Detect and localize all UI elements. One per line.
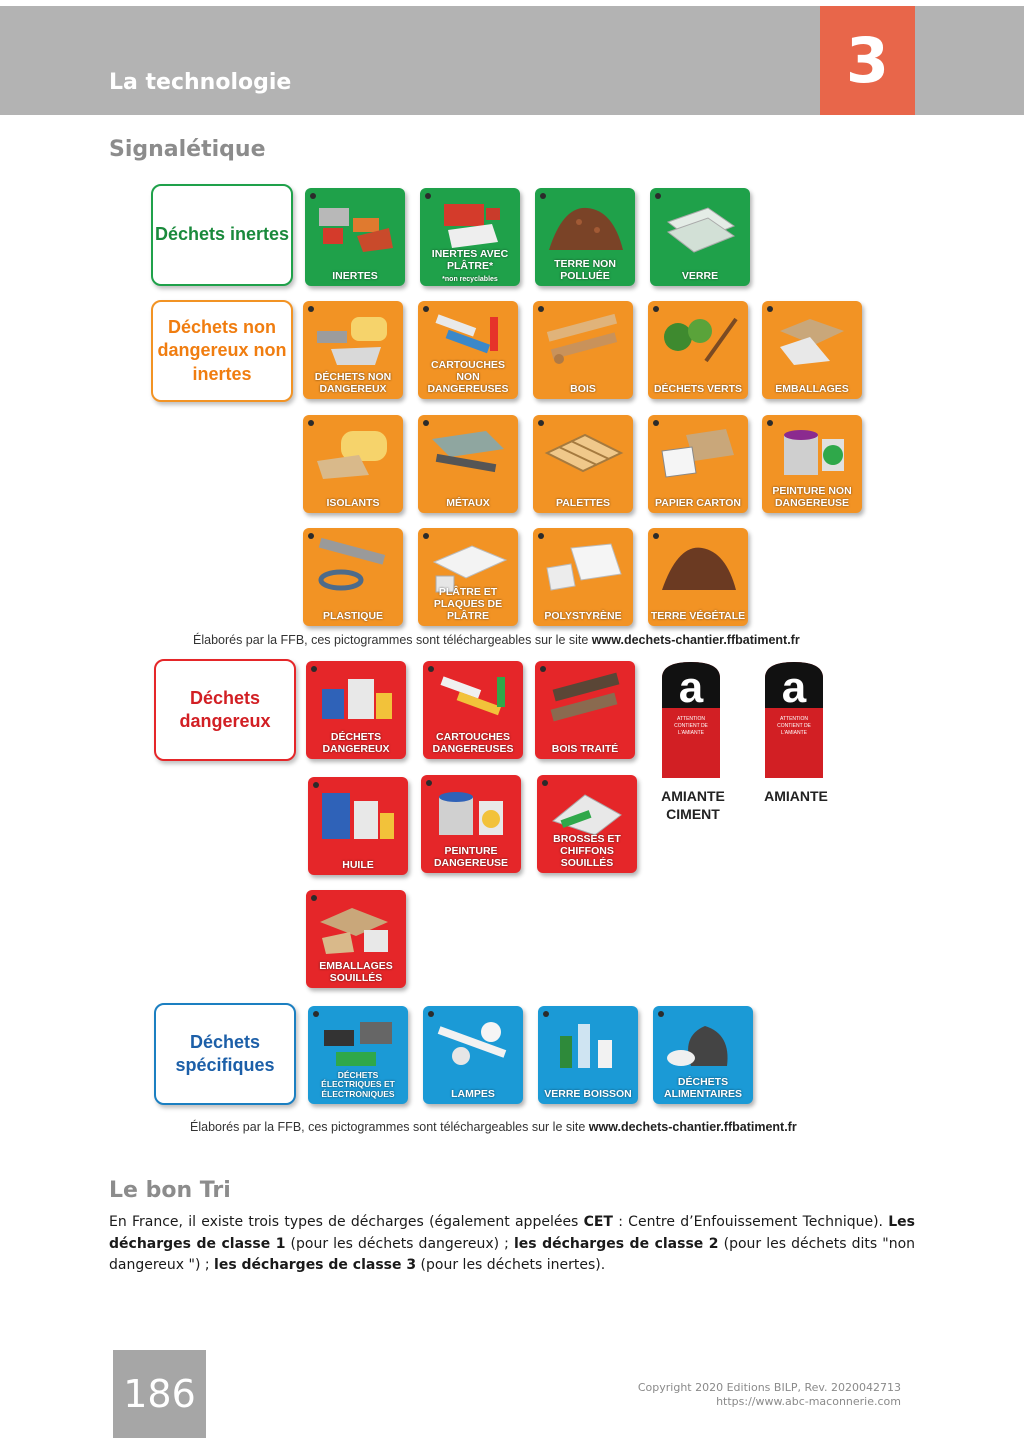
amiante-ciment-sign: a ATTENTION CONTIENT DE L'AMIANTE AMIANTE CIMENT <box>658 660 728 823</box>
polystyrene-icon <box>541 538 625 596</box>
tile-metaux: MÉTAUX <box>418 415 518 513</box>
svg-text:CONTIENT DE: CONTIENT DE <box>777 723 811 729</box>
packaging-icon <box>770 311 854 369</box>
tile-peinture-dangereuse: PEINTURE DANGEREUSE <box>421 775 521 873</box>
tile-huile: HUILE <box>308 777 408 875</box>
amiante-sign: a ATTENTION CONTIENT DE L'AMIANTE AMIANTE <box>761 660 831 806</box>
hazardous-containers-icon <box>314 671 398 729</box>
asbestos-a-icon <box>761 660 827 780</box>
bottles-icon <box>546 1016 630 1074</box>
bon-tri-paragraph: En France, il existe trois types de décharges (également appelées CET : Centre d’Enfouissement Technique). Les décharges de classe 1 (pour les déchets dangereux) ; les décharges de classe 2 (pour les déchets dits "non dangereux ") ; les décharges de classe 3 (pour les déchets inertes). <box>109 1214 916 1273</box>
tile-emballages: EMBALLAGES <box>762 301 862 399</box>
tile-inertes-avec-platre: INERTES AVEC PLÂTRE* *non recyclables <box>420 188 520 286</box>
treated-wood-icon <box>543 671 627 729</box>
tile-deee: DÉCHETS ÉLECTRIQUES ET ÉLECTRONIQUES <box>308 1006 408 1104</box>
glass-panes-icon <box>658 198 742 256</box>
chapter-number: 3 <box>820 6 915 115</box>
tile-emballages-souilles: EMBALLAGES SOUILLÉS <box>306 890 406 988</box>
svg-text:a: a <box>781 663 807 712</box>
tile-dechets-non-dangereux: DÉCHETS NON DANGEREUX <box>303 301 403 399</box>
lamp-bulb-icon <box>431 1016 515 1074</box>
asbestos-a-icon <box>658 660 724 780</box>
tile-inertes: INERTES <box>305 188 405 286</box>
credit-line-2: Élaborés par la FFB, ces pictogrammes sont téléchargeables sur le site www.dechets-chantier.ffbatiment.fr <box>190 1120 797 1134</box>
tile-dechets-verts: DÉCHETS VERTS <box>648 301 748 399</box>
paint-can-icon <box>770 425 854 483</box>
tile-terre-non-polluee: TERRE NON POLLUÉE <box>535 188 635 286</box>
pallet-icon <box>541 425 625 483</box>
tile-cartouches-non-dangereuses: CARTOUCHES NON DANGEREUSES <box>418 301 518 399</box>
tile-plastique: PLASTIQUE <box>303 528 403 626</box>
tile-dechets-alimentaires: DÉCHETS ALIMENTAIRES <box>653 1006 753 1104</box>
tile-lampes: LAMPES <box>423 1006 523 1104</box>
cartridges-icon <box>431 671 515 729</box>
soil-pile-icon <box>656 538 740 596</box>
svg-text:ATTENTION: ATTENTION <box>780 716 808 722</box>
electronics-icon <box>316 1016 400 1074</box>
section-title-signaletique: Signalétique <box>109 137 266 162</box>
soil-pile-icon <box>543 198 627 256</box>
tile-cartouches-dangereuses: CARTOUCHES DANGEREUSES <box>423 661 523 759</box>
credit-line-1: Élaborés par la FFB, ces pictogrammes sont téléchargeables sur le site www.dechets-chantier.ffbatiment.fr <box>193 633 800 647</box>
tile-dechets-dangereux: DÉCHETS DANGEREUX <box>306 661 406 759</box>
insulation-icon <box>311 425 395 483</box>
wood-planks-icon <box>541 311 625 369</box>
mixed-waste-icon <box>311 311 395 369</box>
tile-polystyrene: POLYSTYRÈNE <box>533 528 633 626</box>
plants-icon <box>656 311 740 369</box>
svg-text:L'AMIANTE: L'AMIANTE <box>781 730 807 736</box>
soiled-packaging-icon <box>314 900 398 958</box>
food-waste-bag-icon <box>661 1016 745 1074</box>
category-inertes: Déchets inertes <box>151 184 293 286</box>
oil-barrel-icon <box>316 787 400 845</box>
svg-text:a: a <box>678 663 704 712</box>
tile-terre-vegetale: TERRE VÉGÉTALE <box>648 528 748 626</box>
svg-text:ATTENTION: ATTENTION <box>677 716 705 722</box>
tile-papier-carton: PAPIER CARTON <box>648 415 748 513</box>
bricks-icon <box>313 198 397 256</box>
tile-brosses-chiffons: BROSSES ET CHIFFONS SOUILLÉS <box>537 775 637 873</box>
plastic-pipes-icon <box>311 538 395 596</box>
category-non-dangereux: Déchets non dangereux non inertes <box>151 300 293 402</box>
paint-can-icon <box>429 785 513 843</box>
page-number: 186 <box>113 1350 206 1438</box>
section-title-bon-tri: Le bon Tri <box>109 1178 231 1203</box>
svg-text:L'AMIANTE: L'AMIANTE <box>678 730 704 736</box>
tile-peinture-non-dangereuse: PEINTURE NON DANGEREUSE <box>762 415 862 513</box>
category-dangereux: Déchets dangereux <box>154 659 296 761</box>
tile-palettes: PALETTES <box>533 415 633 513</box>
svg-text:CONTIENT DE: CONTIENT DE <box>674 723 708 729</box>
metal-icon <box>426 425 510 483</box>
tile-bois: BOIS <box>533 301 633 399</box>
paper-cardboard-icon <box>656 425 740 483</box>
tile-verre-boisson: VERRE BOISSON <box>538 1006 638 1104</box>
tile-bois-traite: BOIS TRAITÉ <box>535 661 635 759</box>
tile-platre: PLÂTRE ET PLAQUES DE PLÂTRE <box>418 528 518 626</box>
tile-isolants: ISOLANTS <box>303 415 403 513</box>
tile-verre: VERRE <box>650 188 750 286</box>
chapter-title: La technologie <box>109 70 292 95</box>
category-specifiques: Déchets spécifiques <box>154 1003 296 1105</box>
copyright: Copyright 2020 Editions BILP, Rev. 2020042713 https://www.abc-maconnerie.com <box>637 1381 901 1408</box>
